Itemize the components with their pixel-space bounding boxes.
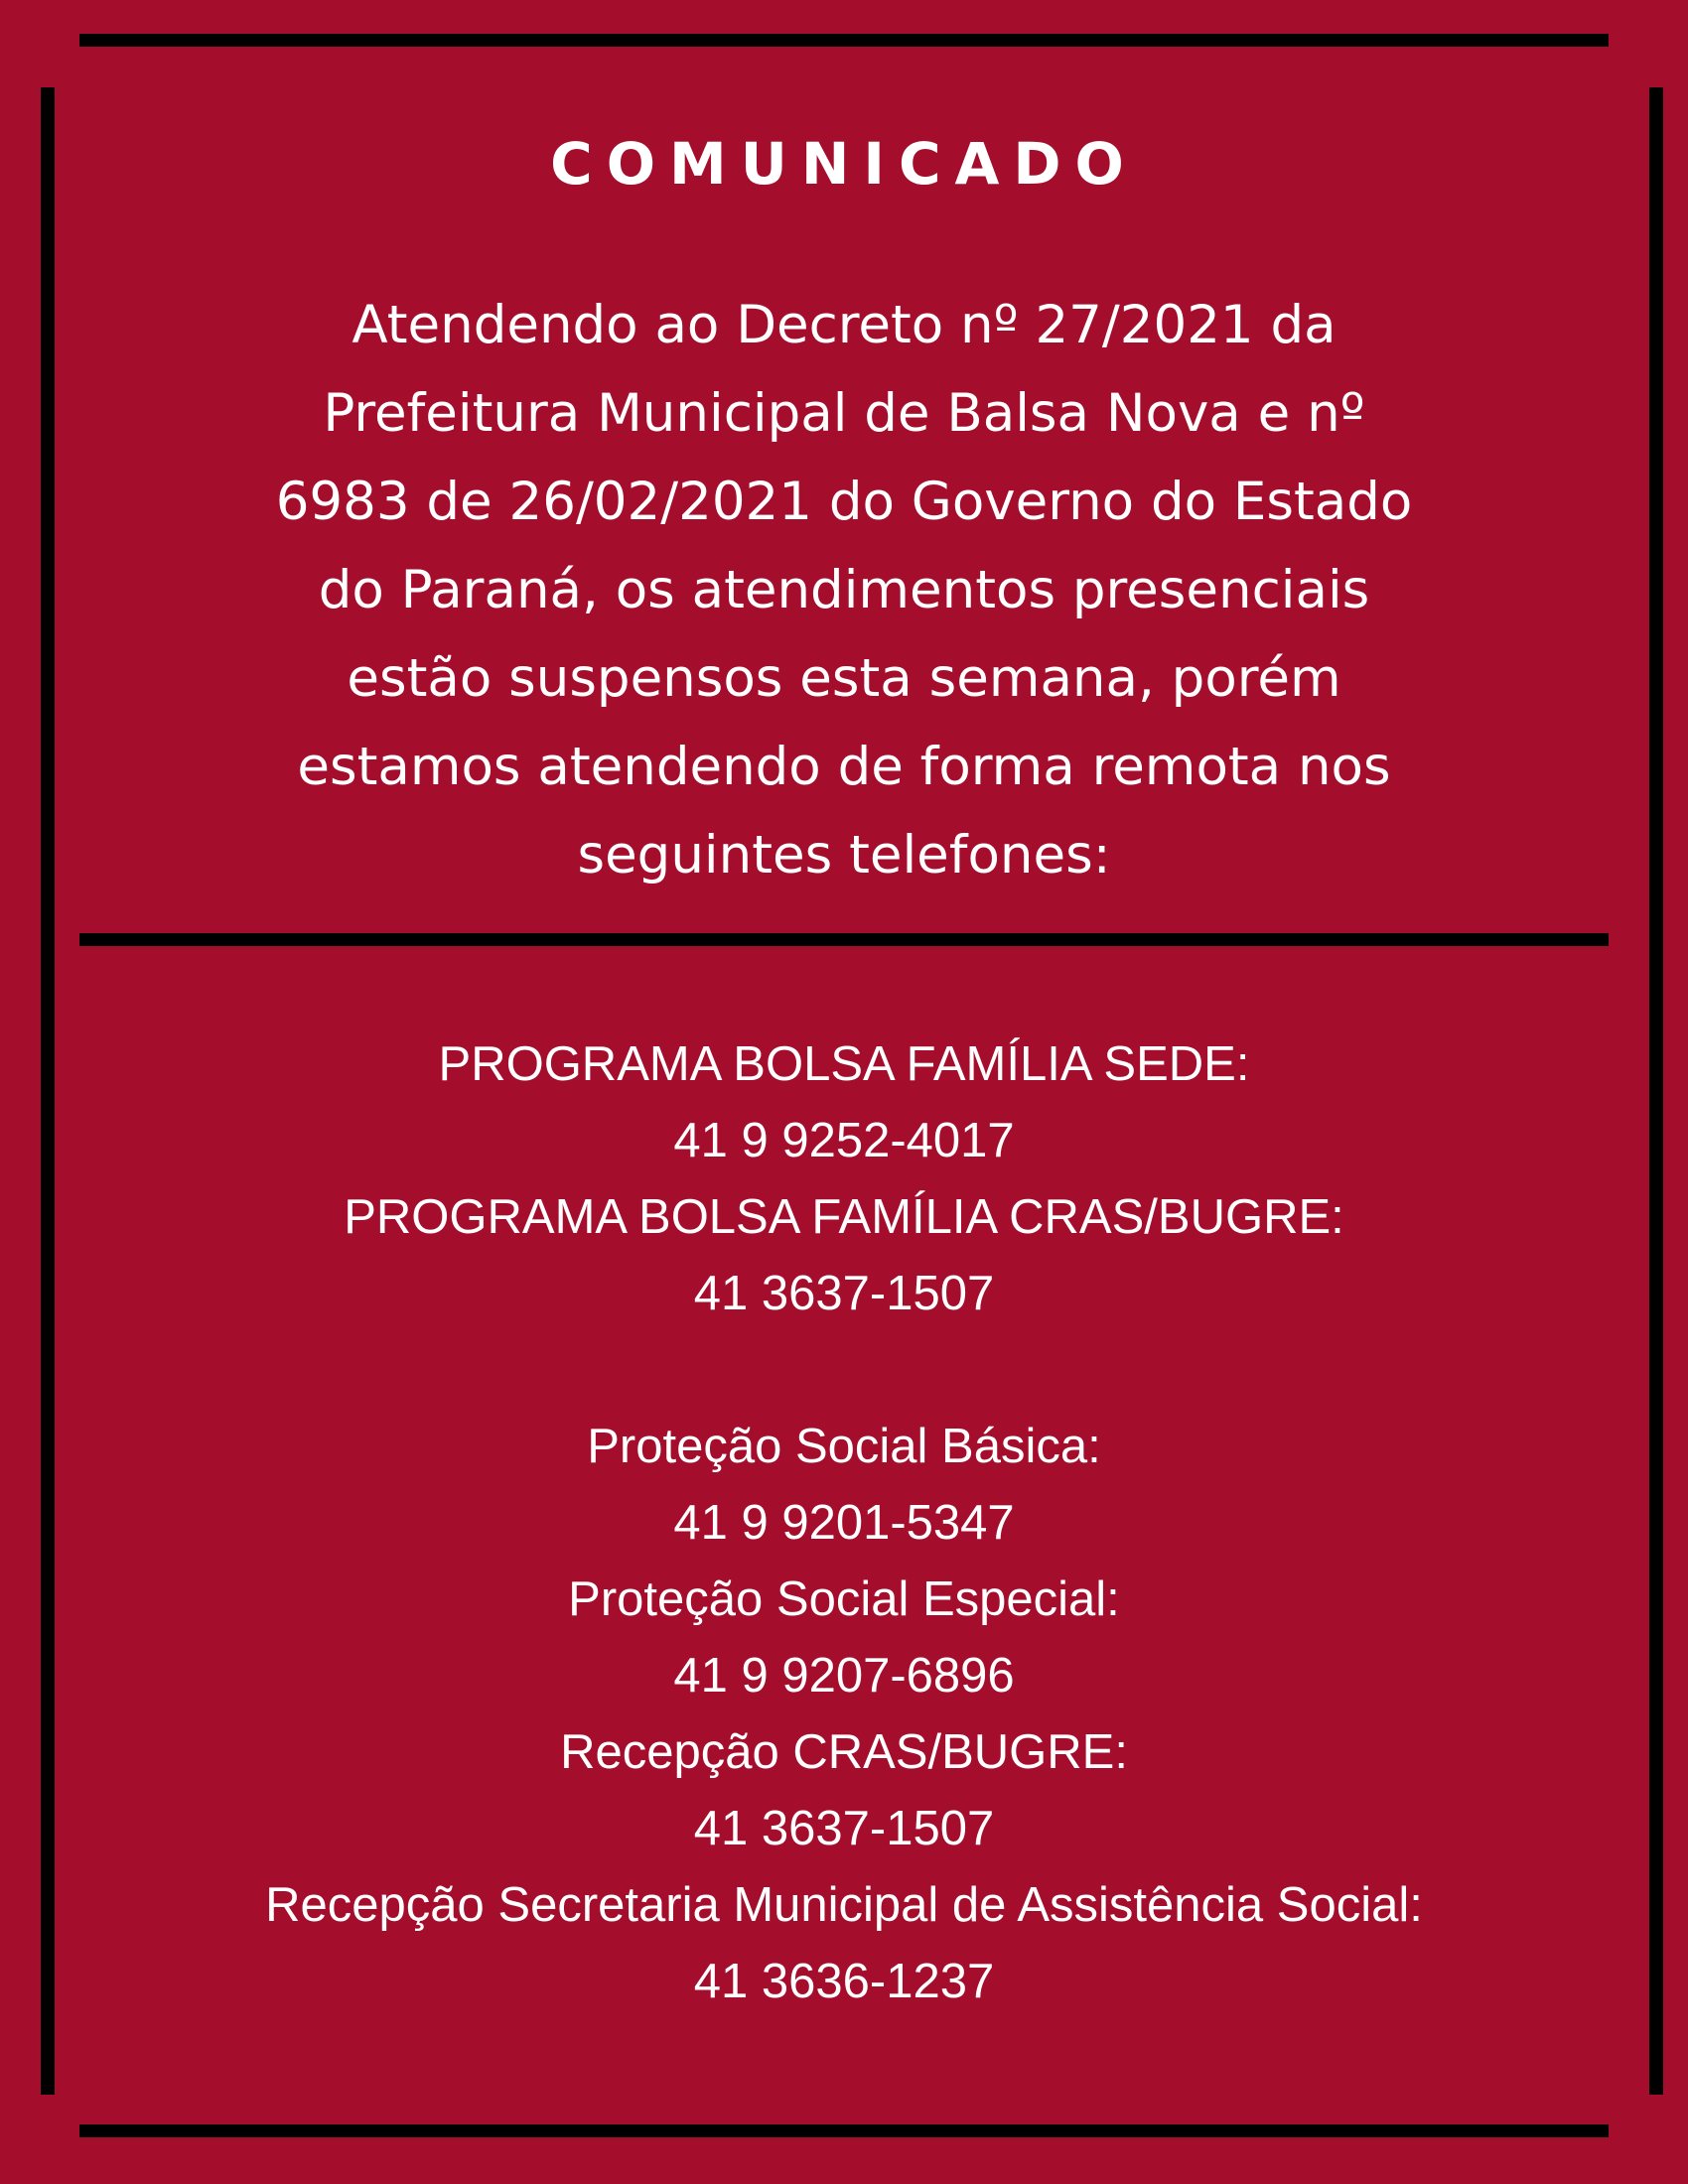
frame-bottom-rule bbox=[79, 2124, 1609, 2137]
announcement-line: estão suspensos esta semana, porém bbox=[347, 648, 1341, 709]
contact-label: Recepção CRAS/BUGRE: bbox=[560, 1725, 1128, 1779]
contact-phone: 41 9 9207-6896 bbox=[673, 1649, 1015, 1703]
contact-phone: 41 3636-1237 bbox=[693, 1955, 995, 2008]
contact-label: Proteção Social Básica: bbox=[587, 1420, 1101, 1473]
contact-phone: 41 9 9201-5347 bbox=[673, 1496, 1015, 1550]
announcement-line: Prefeitura Municipal de Balsa Nova e nº bbox=[323, 383, 1365, 444]
contact-phone: 41 9 9252-4017 bbox=[673, 1114, 1015, 1167]
contact-phone: 41 3637-1507 bbox=[693, 1802, 995, 1855]
page-title: COMUNICADO bbox=[550, 130, 1138, 198]
contact-label: PROGRAMA BOLSA FAMÍLIA CRAS/BUGRE: bbox=[344, 1190, 1344, 1244]
frame-top-rule bbox=[79, 34, 1609, 47]
contact-label: PROGRAMA BOLSA FAMÍLIA SEDE: bbox=[438, 1037, 1250, 1091]
announcement-line: do Paraná, os atendimentos presenciais bbox=[318, 560, 1370, 620]
contact-label: Recepção Secretaria Municipal de Assistência Social: bbox=[265, 1878, 1423, 1932]
announcement-line: seguintes telefones: bbox=[577, 825, 1111, 886]
contact-list bbox=[0, 1026, 1688, 2020]
announcement-line: 6983 de 26/02/2021 do Governo do Estado bbox=[275, 472, 1413, 532]
announcement-line: estamos atendendo de forma remota nos bbox=[297, 737, 1391, 797]
contact-group-spacer bbox=[0, 1332, 1688, 1409]
section-divider-rule bbox=[79, 933, 1609, 946]
announcement-line: Atendendo ao Decreto nº 27/2021 da bbox=[352, 295, 1336, 355]
announcement-text bbox=[0, 281, 1688, 899]
contact-phone: 41 3637-1507 bbox=[693, 1267, 995, 1320]
contact-label: Proteção Social Especial: bbox=[568, 1572, 1120, 1626]
